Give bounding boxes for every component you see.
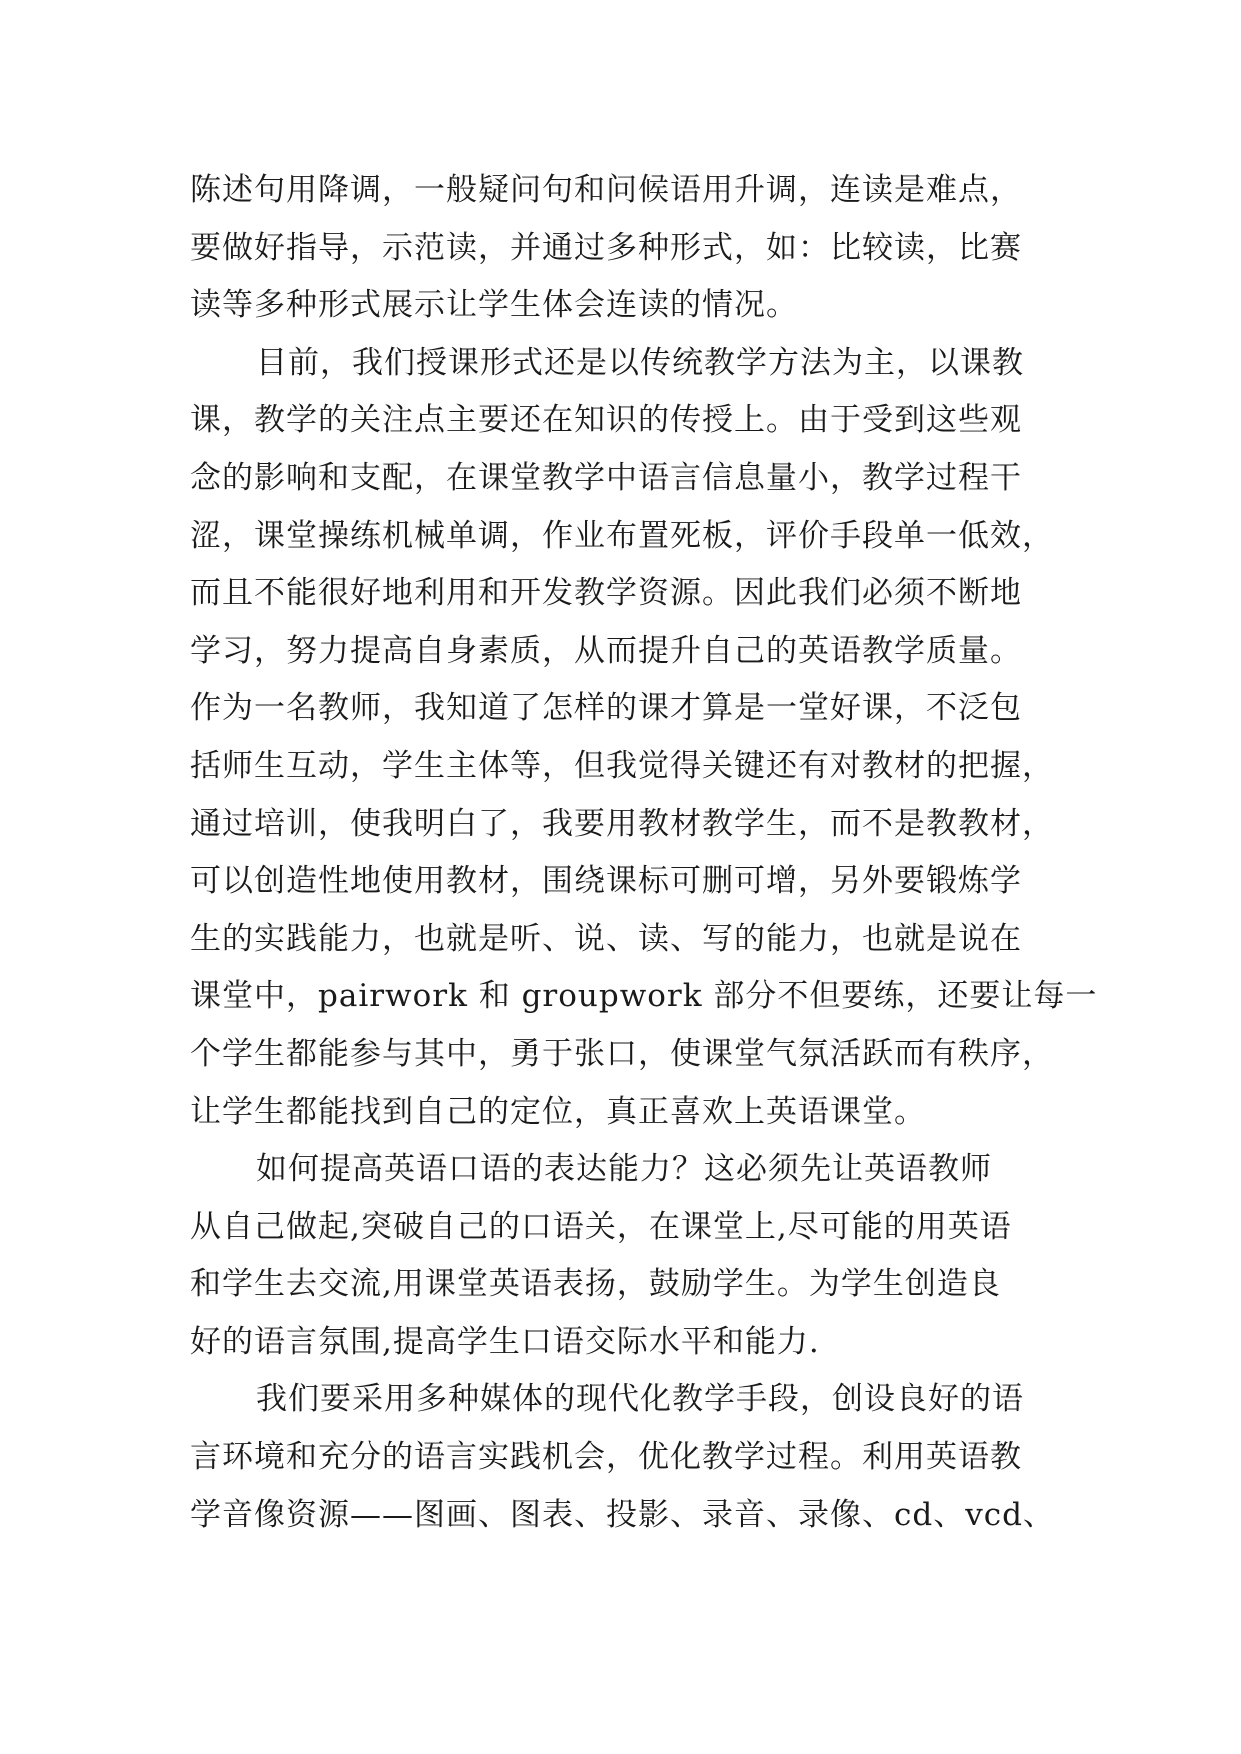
text-line: 言环境和充分的语言实践机会，优化教学过程。利用英语教 xyxy=(190,1439,1022,1476)
text-line: 让学生都能找到自己的定位，真正喜欢上英语课堂。 xyxy=(190,1093,926,1130)
text-line: 目前，我们授课形式还是以传统教学方法为主，以课教 xyxy=(256,344,1024,381)
body-text xyxy=(190,162,1098,1544)
text-line: 从自己做起,突破自己的口语关，在课堂上,尽可能的用英语 xyxy=(190,1208,1012,1245)
text-line: 可以创造性地使用教材，围绕课标可删可增，另外要锻炼学 xyxy=(190,863,1022,900)
text-line: 学音像资源——图画、图表、投影、录音、录像、cd、vcd、 xyxy=(190,1496,1055,1533)
text-line: 学习，努力提高自身素质，从而提升自己的英语教学质量。 xyxy=(190,632,1022,669)
text-line: 要做好指导，示范读，并通过多种形式，如：比较读，比赛 xyxy=(190,229,1022,266)
text-line: 个学生都能参与其中，勇于张口，使课堂气氛活跃而有秩序， xyxy=(190,1035,1054,1072)
text-line: 课堂中，pairwork 和 groupwork 部分不但要练，还要让每一 xyxy=(190,978,1098,1015)
text-line: 陈述句用降调，一般疑问句和问候语用升调，连读是难点， xyxy=(190,172,1022,208)
text-line: 念的影响和支配，在课堂教学中语言信息量小，教学过程干 xyxy=(190,459,1022,496)
text-line: 课，教学的关注点主要还在知识的传授上。由于受到这些观 xyxy=(190,402,1022,439)
text-line: 作为一名教师，我知道了怎样的课才算是一堂好课，不泛包 xyxy=(190,690,1022,727)
text-line: 和学生去交流,用课堂英语表扬，鼓励学生。为学生创造良 xyxy=(190,1266,1001,1303)
text-line: 好的语言氛围,提高学生口语交际水平和能力. xyxy=(190,1323,820,1360)
text-line: 如何提高英语口语的表达能力？这必须先让英语教师 xyxy=(256,1151,992,1188)
text-line: 而且不能很好地利用和开发教学资源。因此我们必须不断地 xyxy=(190,575,1022,612)
text-line: 读等多种形式展示让学生体会连读的情况。 xyxy=(190,287,798,324)
text-line: 生的实践能力，也就是听、说、读、写的能力，也就是说在 xyxy=(190,920,1022,957)
text-line: 通过培训，使我明白了，我要用教材教学生，而不是教教材， xyxy=(190,805,1054,842)
text-line: 括师生互动，学生主体等，但我觉得关键还有对教材的把握， xyxy=(190,747,1054,784)
text-line: 涩，课堂操练机械单调，作业布置死板，评价手段单一低效， xyxy=(190,517,1054,554)
text-line: 我们要采用多种媒体的现代化教学手段，创设良好的语 xyxy=(256,1381,1024,1418)
